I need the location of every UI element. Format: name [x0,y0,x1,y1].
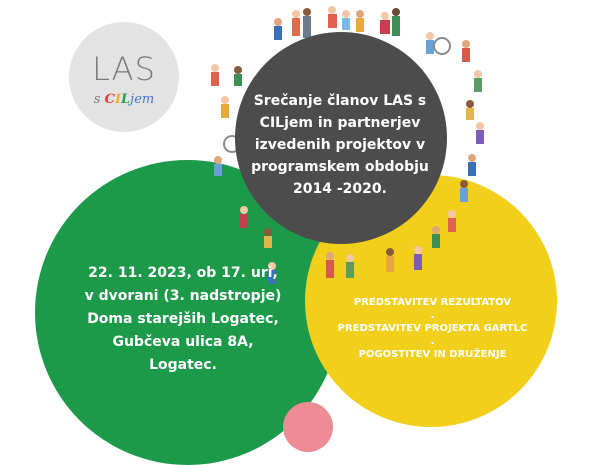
agenda-separator: . [430,336,435,347]
heading-line: 2014 -2020. [293,181,387,197]
agenda-separator: . [430,310,435,321]
logo-sub-i: I [114,92,122,107]
heading-line: Srečanje članov LAS s [253,93,427,109]
logo-sub-rest: jem [130,92,155,107]
logo-sub-l: L [121,92,131,107]
event-details [68,262,298,377]
agenda-item: PREDSTAVITEV REZULTATOV [353,297,512,308]
meeting-heading [250,90,430,200]
las-logo [69,22,179,132]
heading-line: CILjem in partnerjev [259,115,421,131]
agenda-list [325,294,540,364]
logo-sub-text [69,92,179,107]
event-line: Logatec. [149,357,217,373]
event-line: v dvorani (3. nadstropje) [84,288,282,304]
logo-sub-c: C [104,92,115,107]
heading-line: izvedenih projektov v [254,137,426,153]
event-line: 22. 11. 2023, ob 17. uri, [88,265,278,281]
agenda-item: POGOSTITEV IN DRUŽENJE [358,349,507,360]
logo-main-text: LAS [92,50,156,88]
heading-line: programskem obdobju [251,159,429,175]
event-line: Gubčeva ulica 8A, [112,334,254,350]
agenda-item: PREDSTAVITEV PROJEKTA GARTLC [337,323,528,334]
event-line: Doma starejših Logatec, [87,311,279,327]
logo-sub-prefix: s [93,92,105,107]
